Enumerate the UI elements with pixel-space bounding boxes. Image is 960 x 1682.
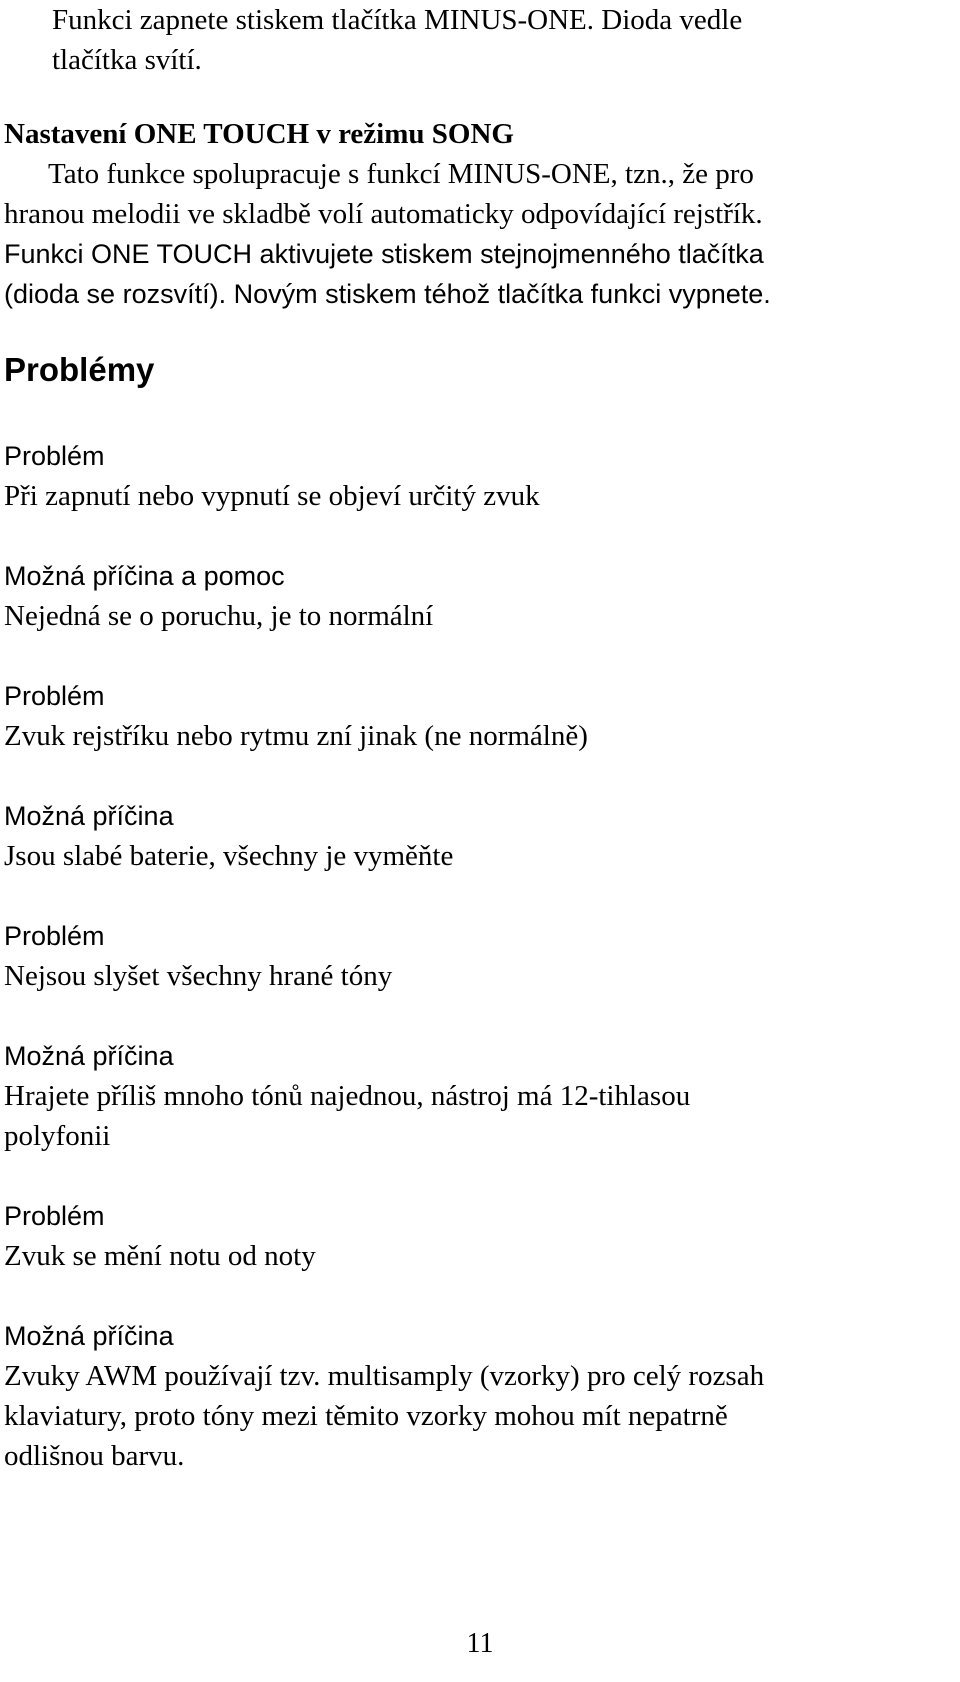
cause-text xyxy=(4,1356,764,1476)
cause-label: Možná příčina a pomoc xyxy=(4,561,285,591)
one-touch-activation-line: Funkci ONE TOUCH aktivujete stiskem stejnojmenného tlačítka xyxy=(4,239,764,269)
problem-text: Zvuk se mění notu od noty xyxy=(4,1240,316,1272)
one-touch-title: Nastavení ONE TOUCH v režimu SONG xyxy=(4,118,514,150)
cause-text-line: Hrajete příliš mnoho tónů najednou, nástroj má 12-tihlasou xyxy=(4,1080,691,1112)
one-touch-line: Tato funkce spolupracuje s funkcí MINUS-ONE, tzn., že pro xyxy=(48,158,754,190)
cause-text: Jsou slabé baterie, všechny je vyměňte xyxy=(4,840,454,872)
problem-label: Problém xyxy=(4,441,105,471)
cause-text: Nejedná se o poruchu, je to normální xyxy=(4,600,434,632)
cause-text-line: polyfonii xyxy=(4,1120,111,1152)
problem-label: Problém xyxy=(4,1201,105,1231)
cause-text xyxy=(4,1076,690,1156)
page-number: 11 xyxy=(466,1628,494,1659)
one-touch-line: hranou melodii ve skladbě volí automaticky odpovídající rejstřík. xyxy=(4,198,763,230)
cause-text-line: odlišnou barvu. xyxy=(4,1440,185,1472)
cause-text-line: klaviatury, proto tóny mezi těmito vzorky mohou mít nepatrně xyxy=(4,1400,728,1432)
problem-label: Problém xyxy=(4,681,105,711)
cause-label: Možná příčina xyxy=(4,1041,174,1071)
one-touch-description xyxy=(4,154,763,234)
one-touch-activation xyxy=(4,234,771,314)
problems-heading: Problémy xyxy=(4,351,155,388)
intro-line: tlačítka svítí. xyxy=(52,44,202,76)
problem-text: Nejsou slyšet všechny hrané tóny xyxy=(4,960,393,992)
one-touch-activation-line: (dioda se rozsvítí). Novým stiskem téhož tlačítka funkci vypnete. xyxy=(4,279,771,309)
problem-text: Zvuk rejstříku nebo rytmu zní jinak (ne normálně) xyxy=(4,720,588,752)
cause-label: Možná příčina xyxy=(4,801,174,831)
intro-line: Funkci zapnete stiskem tlačítka MINUS-ONE. Dioda vedle xyxy=(52,4,743,36)
cause-label: Možná příčina xyxy=(4,1321,174,1351)
cause-text-line: Zvuky AWM používají tzv. multisamply (vzorky) pro celý rozsah xyxy=(4,1360,765,1392)
problem-label: Problém xyxy=(4,921,105,951)
intro-paragraph xyxy=(52,0,742,80)
problem-text: Při zapnutí nebo vypnutí se objeví určitý zvuk xyxy=(4,480,540,512)
